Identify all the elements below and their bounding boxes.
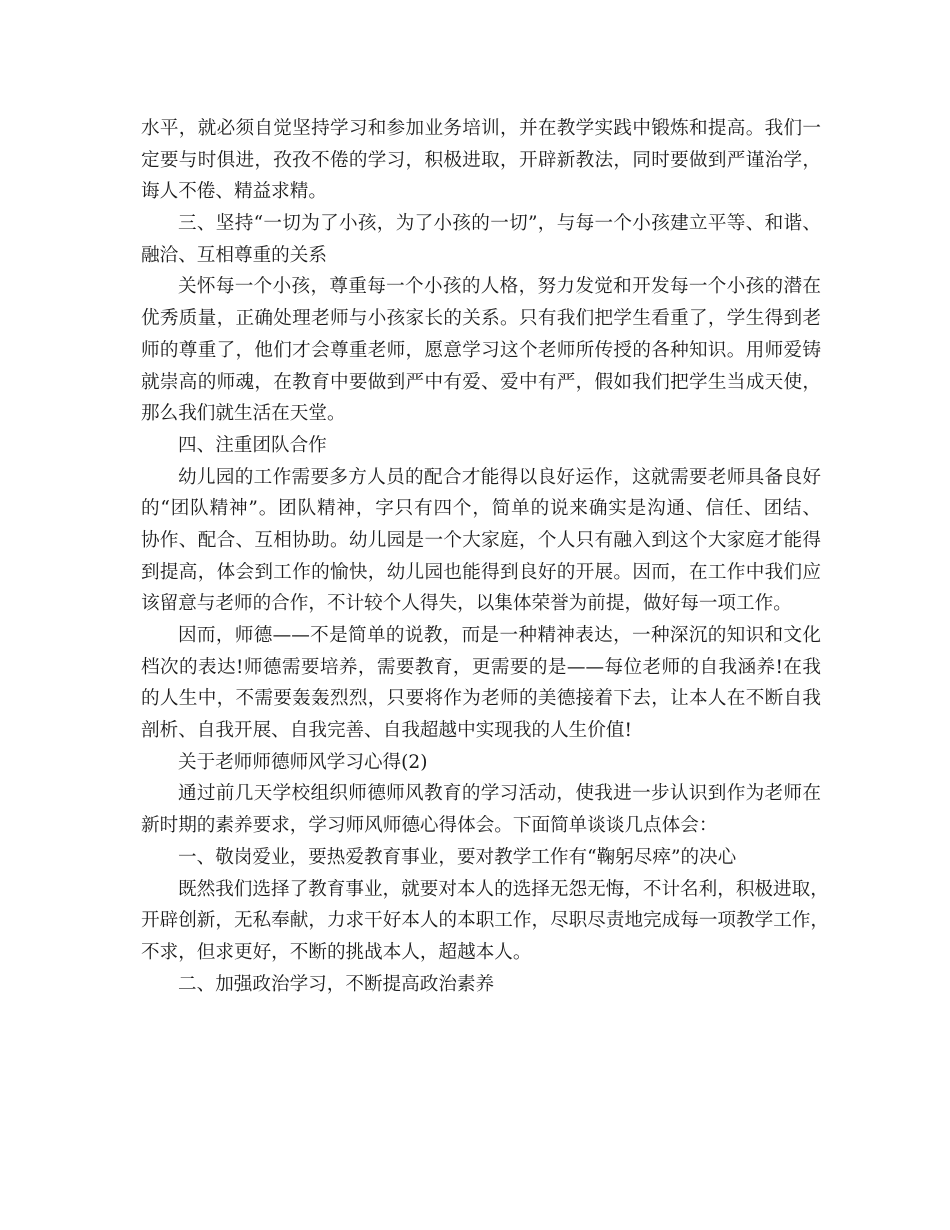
text-line: 的“团队精神”。团队精神，字只有四个，简单的说来确实是沟通、信任、团结、 bbox=[141, 498, 821, 520]
text-line: 既然我们选择了教育事业，就要对本人的选择无怨无悔，不计名利，积极进取， bbox=[178, 878, 829, 900]
text-line: 档次的表达!师德需要培养，需要教育，更需要的是——每位老师的自我涵养!在我 bbox=[141, 656, 821, 678]
text-line: 开辟创新，无私奉献，力求干好本人的本职工作，尽职尽责地完成每一项教学工作， bbox=[141, 910, 829, 932]
text-line: 那么我们就生活在天堂。 bbox=[141, 403, 346, 425]
document-body bbox=[141, 113, 829, 1000]
text-line: 定要与时俱进，孜孜不倦的学习，积极进取，开辟新教法，同时要做到严谨治学， bbox=[141, 149, 821, 171]
section-title: 关于老师师德师风学习心得(2) bbox=[178, 751, 428, 773]
text-line: 师的尊重了，他们才会尊重老师，愿意学习这个老师所传授的各种知识。用师爱铸 bbox=[141, 339, 821, 361]
section-heading: 四、注重团队合作 bbox=[178, 434, 327, 456]
text-line: 新时期的素养要求，学习师风师德心得体会。下面简单谈谈几点体会： bbox=[141, 815, 718, 837]
section-heading: 二、加强政治学习，不断提高政治素养 bbox=[178, 973, 495, 995]
text-line: 的人生中，不需要轰轰烈烈，只要将作为老师的美德接着下去，让本人在不断自我 bbox=[141, 688, 821, 710]
text-line: 因而，师德——不是简单的说教，而是一种精神表达，一种深沉的知识和文化 bbox=[178, 625, 821, 646]
text-line: 诲人不倦、精益求精。 bbox=[141, 181, 327, 203]
section-heading: 一、敬岗爱业，要热爱教育事业，要对教学工作有“鞠躬尽瘁”的决心 bbox=[178, 846, 737, 868]
text-line: 优秀质量，正确处理老师与小孩家长的关系。只有我们把学生看重了，学生得到老 bbox=[141, 308, 821, 330]
text-line: 协作、配合、互相协助。幼儿园是一个大家庭，个人只有融入到这个大家庭才能得 bbox=[141, 529, 821, 551]
text-line: 该留意与老师的合作，不计较个人得失，以集体荣誉为前提，做好每一项工作。 bbox=[141, 593, 792, 615]
section-heading: 三、坚持“一切为了小孩，为了小孩的一切”，与每一个小孩建立平等、和谐、 bbox=[178, 213, 821, 235]
text-line: 通过前几天学校组织师德师风教育的学习活动，使我进一步认识到作为老师在 bbox=[178, 783, 821, 805]
text-line: 到提高，体会到工作的愉快，幼儿园也能得到良好的开展。因而，在工作中我们应 bbox=[141, 561, 821, 583]
text-line: 关怀每一个小孩，尊重每一个小孩的人格，努力发觉和开发每一个小孩的潜在 bbox=[178, 276, 821, 298]
text-line: 不求，但求更好，不断的挑战本人，超越本人。 bbox=[141, 941, 532, 963]
text-line: 剖析、自我开展、自我完善、自我超越中实现我的人生价值! bbox=[141, 720, 632, 742]
text-line: 水平，就必须自觉坚持学习和参加业务培训，并在教学实践中锻炼和提高。我们一 bbox=[141, 118, 821, 139]
text-line: 幼儿园的工作需要多方人员的配合才能得以良好运作，这就需要老师具备良好 bbox=[178, 466, 821, 488]
section-heading: 融洽、互相尊重的关系 bbox=[141, 244, 327, 266]
text-line: 就崇高的师魂，在教育中要做到严中有爱、爱中有严，假如我们把学生当成天使， bbox=[141, 371, 821, 393]
